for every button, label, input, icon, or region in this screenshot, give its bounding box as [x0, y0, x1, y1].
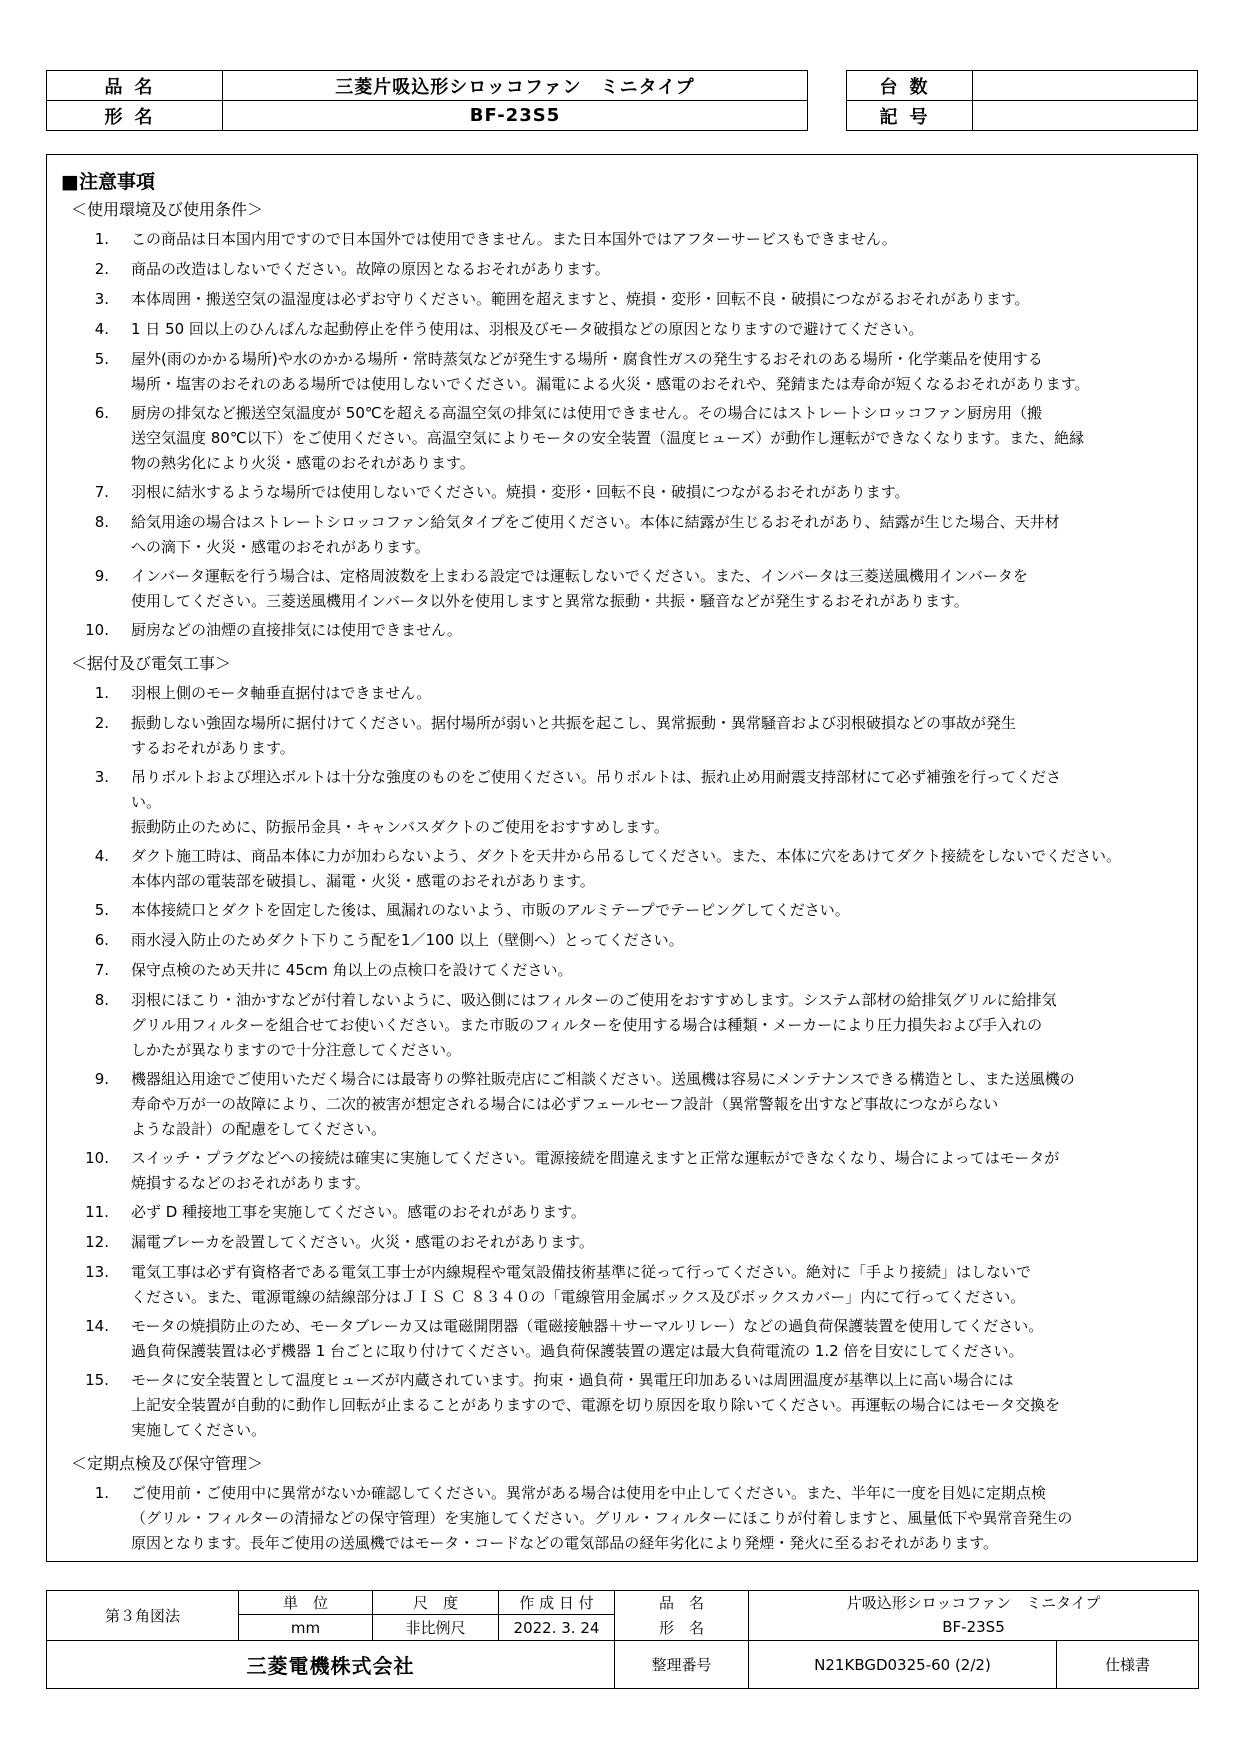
- list-item: 10. 厨房などの油煙の直接排気には使用できません。: [85, 621, 462, 639]
- list-item: 3. 吊りボルトおよび埋込ボルトは十分な強度のものをご使用ください。吊りボルトは、振れ止め用耐震支持部材にて必ず補強を行ってくださ い。 振動防止のために、防振吊金具・キャンバスダクトのご使用をおすすめします。: [94, 768, 1062, 836]
- ref-number-label: 整理番号: [615, 1641, 749, 1689]
- section-heading-maintenance: ＜定期点検及び保守管理＞: [71, 1454, 264, 1473]
- section-heading-usage: ＜使用環境及び使用条件＞: [71, 200, 264, 219]
- list-item: 14. モータの焼損防止のため、モータブレーカ又は電磁開閉器（電磁接触器＋サーマルリレー）などの過負荷保護装置を使用してください。 過負荷保護装置は必ず機器 1 台ごとに取り付けてください。過負荷保護装置の選定は最大負荷電流の 1.2 倍を目安にしてください。: [85, 1317, 1044, 1360]
- scale-value: 非比例尺: [373, 1615, 499, 1641]
- list-item: 15. モータに安全装置として温度ヒューズが内蔵されています。拘束・過負荷・異電圧印加あるいは周囲温度が基準以上に高い場合には 上記安全装置が自動的に動作し回転が止まることがありますので、電源を切り原因を取り除いてください。再運転の場合にはモータ交換を 実施してください。: [85, 1371, 1061, 1439]
- document-type: 仕様書: [1057, 1641, 1199, 1689]
- footer-product-value: 片吸込形シロッコファン ミニタイプ: [749, 1591, 1199, 1615]
- footer-model-label: 形 名: [615, 1615, 749, 1641]
- list-item: 6. 雨水浸入防止のためダクト下りこう配を1／100 以上（壁側へ）とってください。: [94, 931, 684, 949]
- list-item: 9. インバータ運転を行う場合は、定格周波数を上まわる設定では運転しないでください。また、インバータは三菱送風機用インバータを 使用してください。三菱送風機用インバータ以外を使用しますと異常な振動・共振・騒音などが発生するおそれがあります。: [94, 567, 1028, 610]
- projection-method: 第３角図法: [47, 1591, 239, 1641]
- list-item: 8. 羽根にほこり・油かすなどが付着しないように、吸込側にはフィルターのご使用をおすすめします。システム部材の給排気グリルに給排気 グリル用フィルターを組合せてお使いください。また市販のフィルターを使用する場合は種類・メーカーにより圧力損失および手入れの しかたが異なりますので十分注意してください。: [94, 991, 1057, 1059]
- precautions-title: ■注意事項: [61, 171, 155, 193]
- symbol-label: 記号: [847, 101, 973, 131]
- list-item: 5. 本体接続口とダクトを固定した後は、風漏れのないよう、市販のアルミテープでテーピングしてください。: [94, 901, 850, 919]
- list-item: 2. 商品の改造はしないでください。故障の原因となるおそれがあります。: [94, 260, 610, 278]
- symbol-value[interactable]: [973, 101, 1198, 131]
- quantity-label: 台数: [847, 71, 973, 101]
- list-item: 6. 厨房の排気など搬送空気温度が 50℃を超える高温空気の排気には使用できません。その場合にはストレートシロッコファン厨房用（搬 送空気温度 80℃以下）をご使用ください。高温空気によりモータの安全装置（温度ヒューズ）が動作し運転ができなくなります。また、絶縁 物の熱劣化により火災・感電のおそれがあります。: [94, 404, 1085, 472]
- unit-value: mm: [239, 1615, 373, 1641]
- date-value: 2022. 3. 24: [499, 1615, 615, 1641]
- header-table: [46, 70, 808, 131]
- title-block: [46, 1590, 1199, 1689]
- scale-label: 尺 度: [373, 1591, 499, 1615]
- list-item: 12. 漏電ブレーカを設置してください。火災・感電のおそれがあります。: [85, 1233, 594, 1251]
- product-name-value: 三菱片吸込形シロッコファン ミニタイプ: [223, 71, 808, 101]
- date-label: 作 成 日 付: [499, 1591, 615, 1615]
- footer-product-label: 品 名: [615, 1591, 749, 1615]
- list-item: 8. 給気用途の場合はストレートシロッコファン給気タイプをご使用ください。本体に結露が生じるおそれがあり、結露が生じた場合、天井材 への滴下・火災・感電のおそれがあります。: [94, 513, 1060, 556]
- list-item: 3. 本体周囲・搬送空気の温湿度は必ずお守りください。範囲を超えますと、焼損・変形・回転不良・破損につながるおそれがあります。: [94, 290, 1030, 308]
- model-label: 形名: [47, 101, 223, 131]
- list-item: 4. 1 日 50 回以上のひんぱんな起動停止を伴う使用は、羽根及びモータ破損などの原因となりますので避けてください。: [94, 320, 924, 338]
- list-item: 7. 羽根に結氷するような場所では使用しないでください。焼損・変形・回転不良・破損につながるおそれがあります。: [94, 483, 910, 501]
- model-value: BF-23S5: [223, 101, 808, 131]
- product-name-label: 品名: [47, 71, 223, 101]
- list-item: 2. 振動しない強固な場所に据付けてください。据付場所が弱いと共振を起こし、異常振動・異常騒音および羽根破損などの事故が発生 するおそれがあります。: [94, 714, 1017, 757]
- precautions-box: [46, 154, 1198, 1562]
- list-item: 9. 機器組込用途でご使用いただく場合には最寄りの弊社販売店にご相談ください。送風機は容易にメンテナンスできる構造とし、また送風機の 寿命や万が一の故障により、二次的被害が想定される場合には必ずフェールセーフ設計（異常警報を出すなど事故につながらない ような設計）の配慮をしてください。: [94, 1070, 1075, 1138]
- list-item: 5. 屋外(雨のかかる場所)や水のかかる場所・常時蒸気などが発生する場所・腐食性ガスの発生するおそれのある場所・化学薬品を使用する 場所・塩害のおそれのある場所では使用しないでください。漏電による火災・感電のおそれや、発錆または寿命が短くなるおそれがあります。: [94, 350, 1090, 393]
- ref-number-value: N21KBGD0325-60 (2/2): [749, 1641, 1057, 1689]
- list-item: 10. スイッチ・プラグなどへの接続は確実に実施してください。電源接続を間違えますと正常な運転ができなくなり、場合によってはモータが 焼損するなどのおそれがあります。: [85, 1149, 1060, 1192]
- list-item: 1. ご使用前・ご使用中に異常がないか確認してください。異常がある場合は使用を中止してください。また、半年に一度を目処に定期点検 （グリル・フィルターの清掃などの保守管理）を実施してください。グリル・フィルターにほこりが付着しますと、風量低下や異常音発生の 原因となります。長年ご使用の送風機ではモータ・コードなどの電気部品の経年劣化により発煙・発火に至るおそれがあります。: [94, 1484, 1073, 1552]
- list-item: 11. 必ず D 種接地工事を実施してください。感電のおそれがあります。: [85, 1203, 586, 1221]
- quantity-value[interactable]: [973, 71, 1198, 101]
- section-heading-installation: ＜据付及び電気工事＞: [71, 654, 232, 673]
- company-name: 三菱電機株式会社: [47, 1641, 615, 1689]
- footer-model-value: BF-23S5: [749, 1615, 1199, 1641]
- list-item: 4. ダクト施工時は、商品本体に力が加わらないよう、ダクトを天井から吊るしてください。また、本体に穴をあけてダクト接続をしないでください。 本体内部の電装部を破損し、漏電・火災・感電のおそれがあります。: [94, 847, 1122, 890]
- quantity-table: [846, 70, 1198, 131]
- list-item: 13. 電気工事は必ず有資格者である電気工事士が内線規程や電気設備技術基準に従って行ってください。絶対に「手より接続」はしないで ください。また、電源電線の結線部分はＪＩＳ Ｃ ８３４０の「電線管用金属ボックス及びボックスカバー」内にて行ってください。: [85, 1263, 1032, 1306]
- list-item: 7. 保守点検のため天井に 45cm 角以上の点検口を設けてください。: [94, 961, 573, 979]
- unit-label: 単 位: [239, 1591, 373, 1615]
- list-item: 1. 羽根上側のモータ軸垂直据付はできません。: [94, 684, 432, 702]
- list-item: 1. この商品は日本国内用ですので日本国外では使用できません。また日本国外ではアフターサービスもできません。: [94, 230, 897, 248]
